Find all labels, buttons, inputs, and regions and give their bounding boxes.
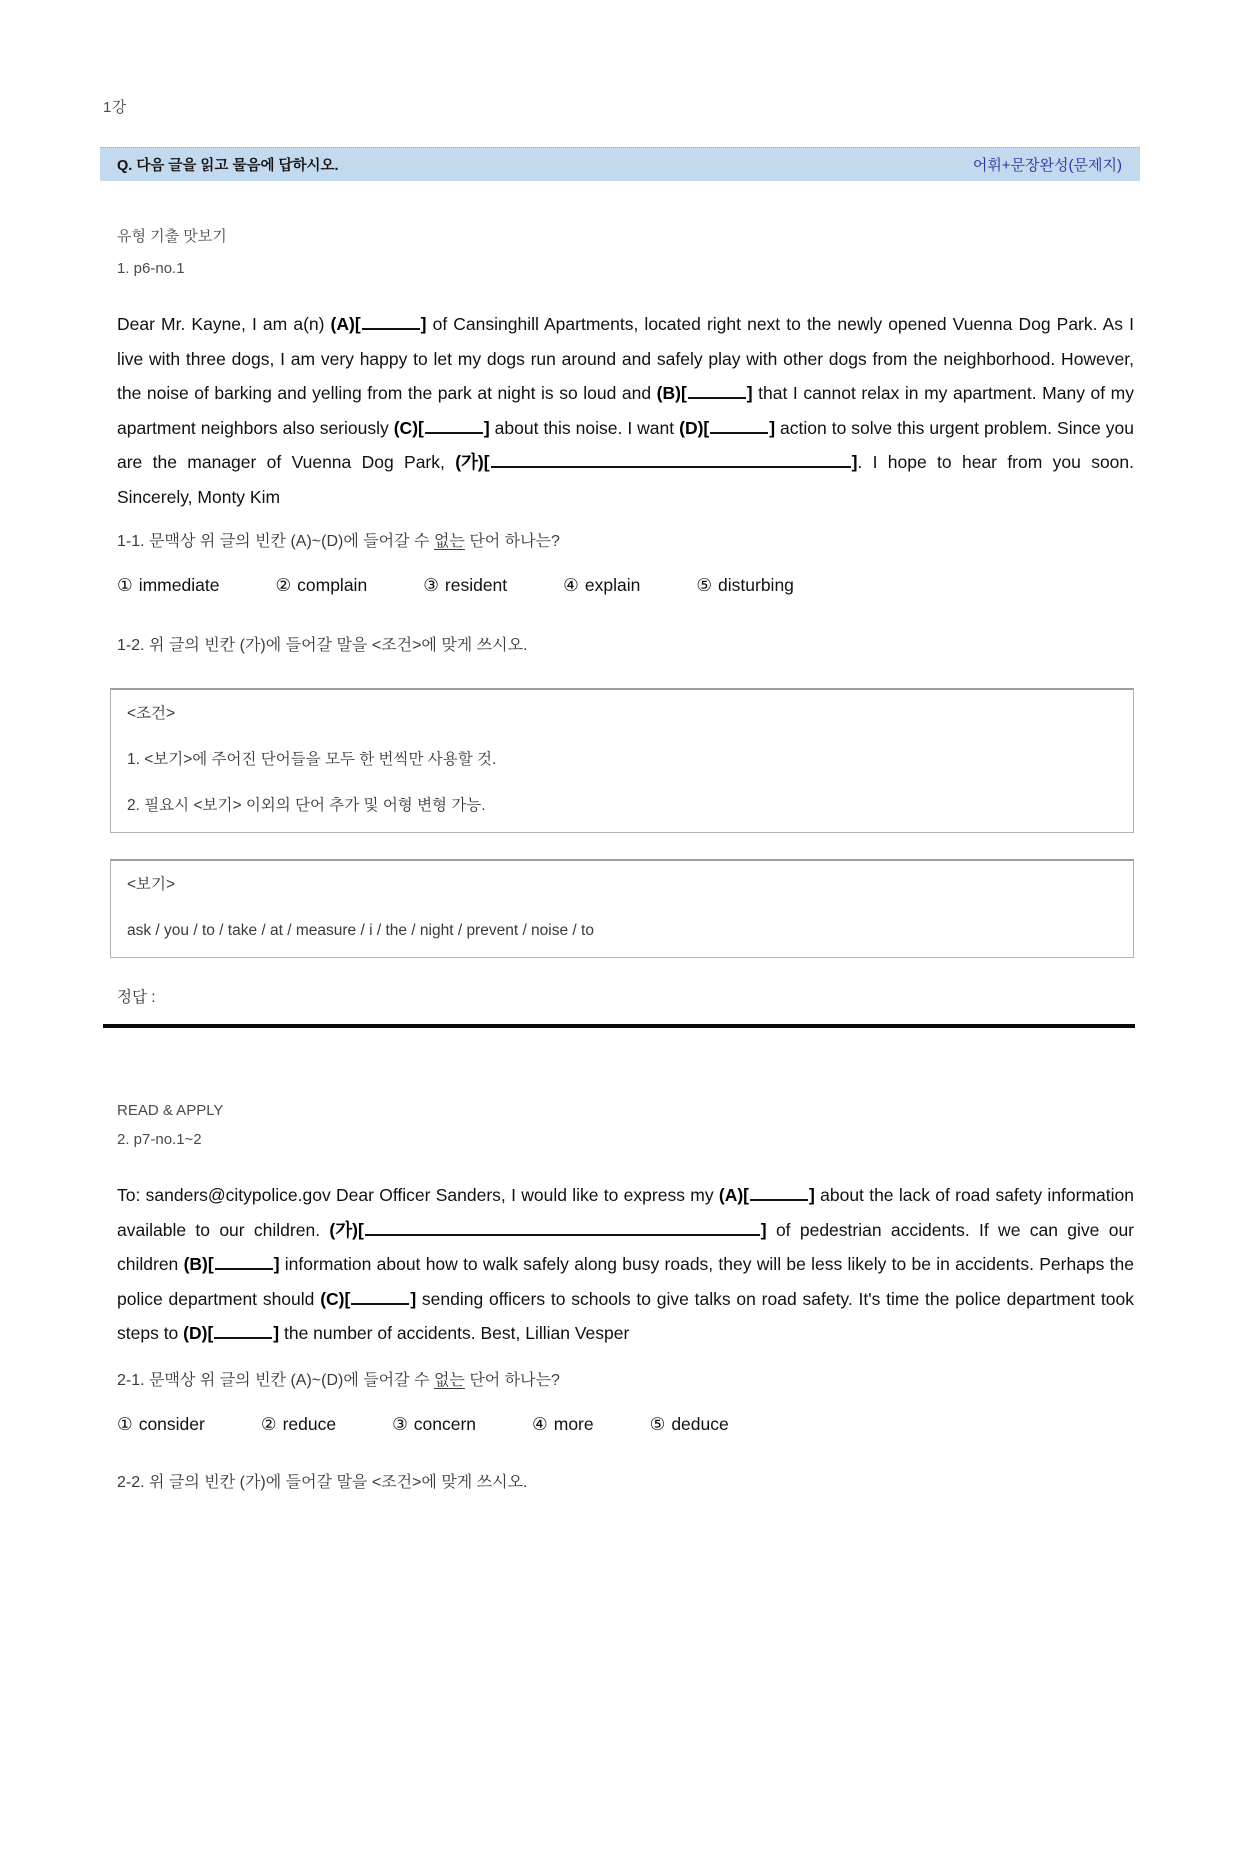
- question-1-2: 1-2. 위 글의 빈칸 (가)에 들어갈 말을 <조건>에 맞게 쓰시오.: [117, 637, 528, 654]
- blank-bracket-close: ]: [273, 1323, 280, 1343]
- answer-label: 정답 :: [117, 989, 156, 1006]
- blank-bracket-open: [: [207, 1323, 214, 1343]
- option-2-1-1: [117, 1413, 205, 1435]
- option-2-1-4: [532, 1413, 594, 1435]
- blank-bracket-open: [: [207, 1254, 214, 1274]
- question-1-1: 1-1. 문맥상 위 글의 빈칸 (A)~(D)에 들어갈 수 없는 단어 하나는?: [117, 533, 560, 550]
- passage-1: Dear Mr. Kayne, I am a(n) (A)[ ] of Cansinghill Apartments, located right next to the newly opened Vuenna Dog Park. As I live with three dogs, I am very happy to let my dogs run around and safely play with other dogs from the neighborhood. However, the noise of barking and yelling from the park at night is so loud and (B)[ ] that I cannot relax in my apartment. Many of my apartment neighbors also seriously (C)[ ] about this noise. I want (D)[ ] action to solve this urgent problem. Since you are the manager of Vuenna Dog Park, (가)[ ]. I hope to hear from you soon. Sincerely, Monty Kim: [117, 314, 1135, 507]
- condition-box-title: <조건>: [127, 705, 176, 722]
- option-1-1-4: [563, 574, 640, 596]
- options-2-1: [100, 1413, 1140, 1435]
- option-1-1-3: [423, 574, 507, 596]
- blank-bracket-open: [: [418, 417, 424, 438]
- option-number: ②: [260, 1413, 277, 1434]
- question-banner: [100, 147, 1140, 181]
- condition-item-1: 1. <보기>에 주어진 단어들을 모두 한 번씩만 사용할 것.: [127, 751, 497, 768]
- passage-2: To: sanders@citypolice.gov Dear Officer Sanders, I would like to express my (A)[ ] about the lack of road safety information available to our children. (가)[ ] of pedestrian accidents. If we can give our children (B)[ ] information about how to walk safely along busy roads, they will be less likely to be in accidents. Perhaps the police department should (C)[ ] sending officers to schools to give talks on road safety. It's time the police department took steps to (D)[ ] the number of accidents. Best, Lillian Vesper: [117, 1185, 1135, 1343]
- blank-bracket-close: ]: [483, 417, 490, 438]
- option-label: resident: [444, 575, 508, 595]
- fill-in-blank: [710, 419, 768, 434]
- blank-marker: (D): [679, 417, 704, 438]
- example-word-bank: ask / you / to / take / at / measure / i / the / night / prevent / noise / to: [127, 922, 594, 939]
- fill-in-blank: [362, 315, 420, 330]
- blank-marker: (A): [718, 1185, 744, 1205]
- option-label: more: [553, 1413, 594, 1434]
- option-2-1-5: [650, 1413, 729, 1435]
- condition-item-2: 2. 필요시 <보기> 이외의 단어 추가 및 어형 변형 가능.: [127, 797, 486, 814]
- lesson-label: 1강: [103, 99, 127, 116]
- fill-in-blank: [491, 453, 851, 468]
- blank-bracket-open: [: [357, 1219, 364, 1240]
- banner-instruction: Q. 다음 글을 읽고 물음에 답하시오.: [117, 158, 339, 174]
- blank-bracket-open: [: [354, 314, 361, 334]
- option-number: ④: [532, 1413, 548, 1434]
- fill-in-blank: [688, 384, 746, 399]
- option-number: ③: [423, 575, 439, 595]
- option-number: ①: [117, 575, 133, 595]
- option-number: ①: [117, 1413, 133, 1434]
- option-number: ⑤: [696, 575, 713, 595]
- option-label: reduce: [282, 1413, 337, 1434]
- section1-number-label: 1. p6-no.1: [117, 260, 185, 277]
- option-label: consider: [138, 1413, 205, 1434]
- blank-bracket-open: [: [703, 417, 710, 438]
- section2-number-label: 2. p7-no.1~2: [117, 1131, 202, 1148]
- blank-marker: (D): [183, 1323, 208, 1343]
- fill-in-blank: [214, 1324, 272, 1339]
- section2-subtitle: READ & APPLY: [117, 1102, 224, 1119]
- option-1-1-2: [275, 574, 367, 596]
- underlined-text: 없는: [433, 1371, 465, 1389]
- fill-in-blank: [215, 1255, 273, 1270]
- option-label: immediate: [138, 575, 220, 595]
- option-2-1-3: [392, 1413, 476, 1435]
- worksheet-page: [0, 96, 1240, 1850]
- blank-marker: (C): [320, 1288, 345, 1309]
- options-1-1: [100, 574, 1140, 596]
- section1-subtitle: 유형 기출 맛보기: [117, 228, 227, 245]
- blank-marker: (C): [393, 417, 419, 438]
- question-2-1: 2-1. 문맥상 위 글의 빈칸 (A)~(D)에 들어갈 수 없는 단어 하나는?: [117, 1371, 560, 1389]
- fill-in-blank: [750, 1186, 808, 1201]
- option-number: ②: [275, 575, 292, 595]
- blank-bracket-close: ]: [746, 383, 753, 403]
- option-label: deduce: [671, 1413, 729, 1434]
- section-divider: [103, 1024, 1135, 1028]
- blank-bracket-open: [: [743, 1185, 749, 1205]
- blank-bracket-open: [: [680, 383, 687, 403]
- blank-bracket-close: ]: [273, 1254, 280, 1274]
- option-2-1-2: [261, 1413, 336, 1435]
- page-content: [100, 96, 1140, 1493]
- option-label: explain: [584, 575, 641, 595]
- fill-in-blank: [425, 419, 483, 434]
- blank-marker: (A): [330, 314, 355, 334]
- option-1-1-1: [117, 574, 219, 596]
- blank-bracket-close: ]: [420, 314, 427, 334]
- blank-marker: (B): [183, 1254, 208, 1274]
- option-number: ③: [392, 1413, 408, 1434]
- option-number: ④: [563, 575, 579, 595]
- example-box-title: <보기>: [127, 876, 176, 893]
- blank-bracket-close: ]: [410, 1288, 417, 1309]
- fill-in-blank: [365, 1221, 760, 1236]
- fill-in-blank: [351, 1290, 409, 1305]
- blank-marker: (가): [455, 452, 484, 472]
- option-label: disturbing: [718, 575, 794, 595]
- blank-bracket-close: ]: [760, 1219, 767, 1240]
- blank-bracket-open: [: [483, 452, 490, 472]
- option-label: complain: [297, 575, 368, 595]
- blank-bracket-open: [: [344, 1288, 351, 1309]
- blank-bracket-close: ]: [809, 1185, 815, 1205]
- option-number: ⑤: [649, 1413, 666, 1434]
- underlined-text: 없는: [433, 533, 465, 550]
- question-2-2: 2-2. 위 글의 빈칸 (가)에 들어갈 말을 <조건>에 맞게 쓰시오.: [117, 1473, 528, 1491]
- option-label: concern: [413, 1413, 477, 1434]
- banner-category-label: 어휘+문장완성(문제지): [972, 157, 1122, 174]
- blank-marker: (B): [656, 383, 681, 403]
- blank-bracket-close: ]: [851, 452, 858, 472]
- condition-box: [110, 688, 1134, 833]
- example-box: [110, 859, 1134, 958]
- option-1-1-5: [696, 574, 794, 596]
- blank-marker: (가): [329, 1219, 358, 1240]
- blank-bracket-close: ]: [769, 417, 776, 438]
